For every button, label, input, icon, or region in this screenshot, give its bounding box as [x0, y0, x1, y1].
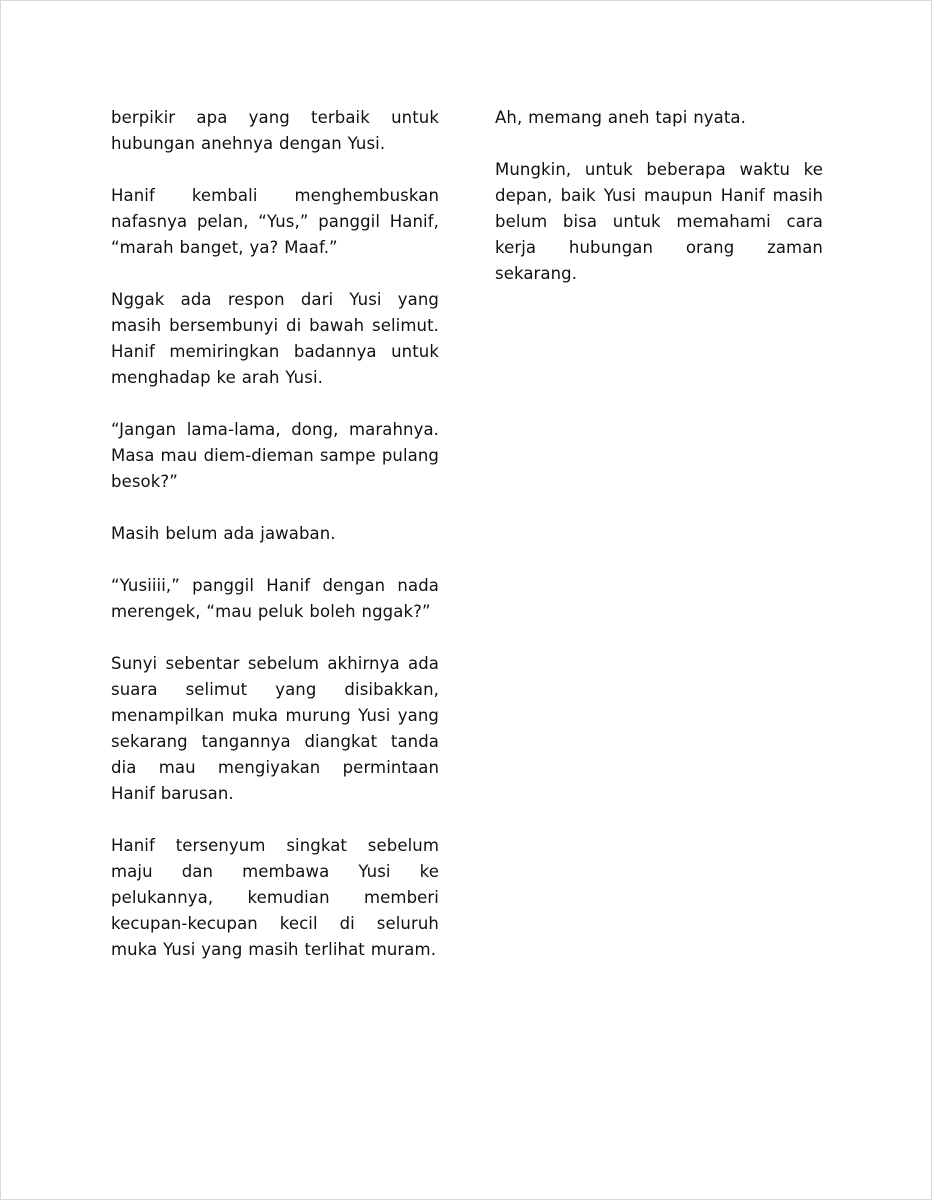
paragraph: Ah, memang aneh tapi nyata.	[495, 108, 746, 127]
paragraph: Sunyi sebentar sebelum akhirnya ada suara selimut yang disibakkan, menampilkan muka murung Yusi yang sekarang tangannya diangkat tanda dia mau mengiyakan permintaan Hanif barusan.	[111, 654, 439, 803]
paragraph: “Jangan lama-lama, dong, marahnya. Masa mau diem-dieman sampe pulang besok?”	[111, 420, 439, 491]
paragraph: Nggak ada respon dari Yusi yang masih bersembunyi di bawah selimut. Hanif memiringkan badannya untuk menghadap ke arah Yusi.	[111, 290, 439, 387]
paragraph: Masih belum ada jawaban.	[111, 524, 336, 543]
paragraph: Hanif tersenyum singkat sebelum maju dan membawa Yusi ke pelukannya, kemudian memberi kecupan-kecupan kecil di seluruh muka Yusi yang masih terlihat muram.	[111, 836, 439, 959]
paragraph: “Yusiiii,” panggil Hanif dengan nada merengek, “mau peluk boleh nggak?”	[111, 576, 439, 621]
paragraph: berpikir apa yang terbaik untuk hubungan anehnya dengan Yusi.	[111, 108, 439, 153]
paragraph: Hanif kembali menghembuskan nafasnya pelan, “Yus,” panggil Hanif, “marah banget, ya? Maaf.”	[111, 186, 439, 257]
right-text-column	[495, 105, 823, 313]
left-text-column	[111, 105, 439, 989]
paragraph: Mungkin, untuk beberapa waktu ke depan, baik Yusi maupun Hanif masih belum bisa untuk memahami cara kerja hubungan orang zaman sekarang.	[495, 160, 823, 283]
